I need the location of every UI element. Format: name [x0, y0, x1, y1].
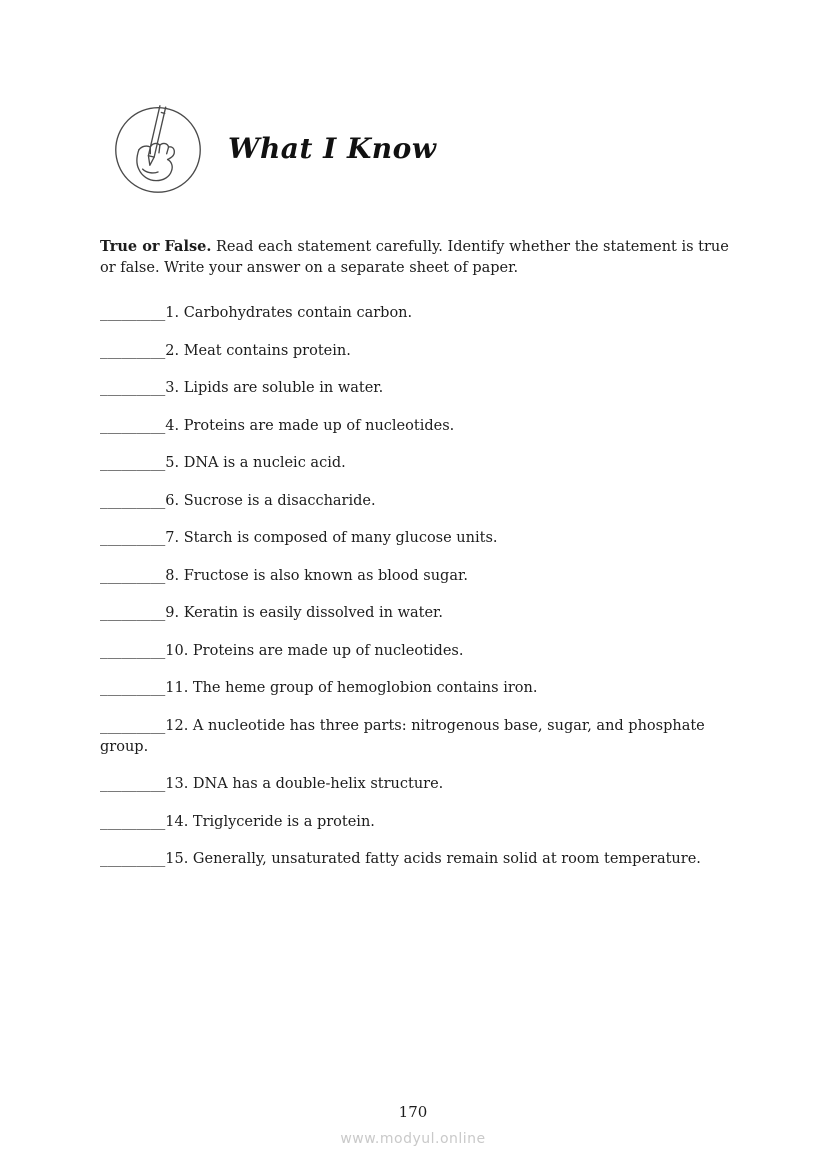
statement-text: Meat contains protein.	[179, 342, 351, 359]
instructions-body: Read each statement carefully. Identify whether the statement is true or false. Write your answer on a separate sheet of paper.	[100, 239, 729, 277]
statement-text: The heme group of hemoglobion contains iron.	[188, 680, 538, 697]
statement-text: Sucrose is a disaccharide.	[179, 492, 376, 509]
statement-number: 7.	[165, 530, 180, 547]
statement-row	[100, 378, 732, 399]
statement-text: Carbohydrates contain carbon.	[179, 305, 413, 322]
answer-blank: _________	[100, 342, 166, 359]
answer-blank: _________	[100, 455, 166, 472]
statement-number: 1.	[165, 305, 180, 322]
statement-text: Generally, unsaturated fatty acids remain solid at room temperature.	[188, 851, 701, 868]
answer-blank: _________	[100, 776, 166, 793]
statement-row	[100, 678, 732, 699]
answer-blank: _________	[100, 717, 166, 734]
instructions-paragraph	[100, 236, 732, 279]
statement-row	[100, 453, 732, 474]
answer-blank: _________	[100, 530, 166, 547]
statement-text: Proteins are made up of nucleotides.	[188, 642, 464, 659]
answer-blank: _________	[100, 813, 166, 830]
answer-blank: _________	[100, 567, 166, 584]
statement-text: Lipids are soluble in water.	[179, 380, 384, 397]
instructions-lead: True or False.	[100, 238, 212, 255]
worksheet-content	[100, 236, 732, 887]
statement-number: 14.	[165, 813, 189, 830]
statement-text: DNA has a double-helix structure.	[188, 776, 444, 793]
section-header	[110, 100, 436, 196]
statement-list	[100, 303, 732, 870]
statement-number: 8.	[165, 567, 180, 584]
statement-number: 9.	[165, 605, 180, 622]
statement-number: 13.	[165, 776, 189, 793]
statement-row	[100, 774, 732, 795]
answer-blank: _________	[100, 380, 166, 397]
answer-blank: _________	[100, 417, 166, 434]
statement-row	[100, 528, 732, 549]
statement-row	[100, 716, 732, 758]
statement-row	[100, 416, 732, 437]
statement-text: Proteins are made up of nucleotides.	[179, 417, 455, 434]
statement-number: 10.	[165, 642, 189, 659]
answer-blank: _________	[100, 305, 166, 322]
page-number: 170	[398, 1103, 428, 1121]
statement-row	[100, 641, 732, 662]
statement-number: 2.	[165, 342, 180, 359]
statement-row	[100, 566, 732, 587]
answer-blank: _________	[100, 851, 166, 868]
answer-blank: _________	[100, 605, 166, 622]
statement-row	[100, 303, 732, 324]
statement-text: A nucleotide has three parts: nitrogenous base, sugar, and phosphate group.	[100, 717, 705, 755]
statement-number: 12.	[165, 717, 189, 734]
statement-number: 6.	[165, 492, 180, 509]
answer-blank: _________	[100, 492, 166, 509]
statement-row	[100, 812, 732, 833]
watermark: www.modyul.online	[340, 1131, 486, 1147]
statement-text: Keratin is easily dissolved in water.	[179, 605, 443, 622]
statement-number: 11.	[165, 680, 189, 697]
statement-text: Fructose is also known as blood sugar.	[179, 567, 468, 584]
statement-text: Triglyceride is a protein.	[188, 813, 375, 830]
statement-number: 3.	[165, 380, 180, 397]
statement-row	[100, 341, 732, 362]
statement-row	[100, 491, 732, 512]
answer-blank: _________	[100, 680, 166, 697]
hand-holding-pencil-icon	[110, 100, 206, 196]
statement-number: 15.	[165, 851, 189, 868]
statement-text: DNA is a nucleic acid.	[179, 455, 346, 472]
statement-number: 4.	[165, 417, 180, 434]
statement-text: Starch is composed of many glucose units.	[179, 530, 498, 547]
answer-blank: _________	[100, 642, 166, 659]
statement-number: 5.	[165, 455, 180, 472]
page-title: What I Know	[228, 131, 437, 165]
statement-row	[100, 603, 732, 624]
statement-row	[100, 849, 732, 870]
